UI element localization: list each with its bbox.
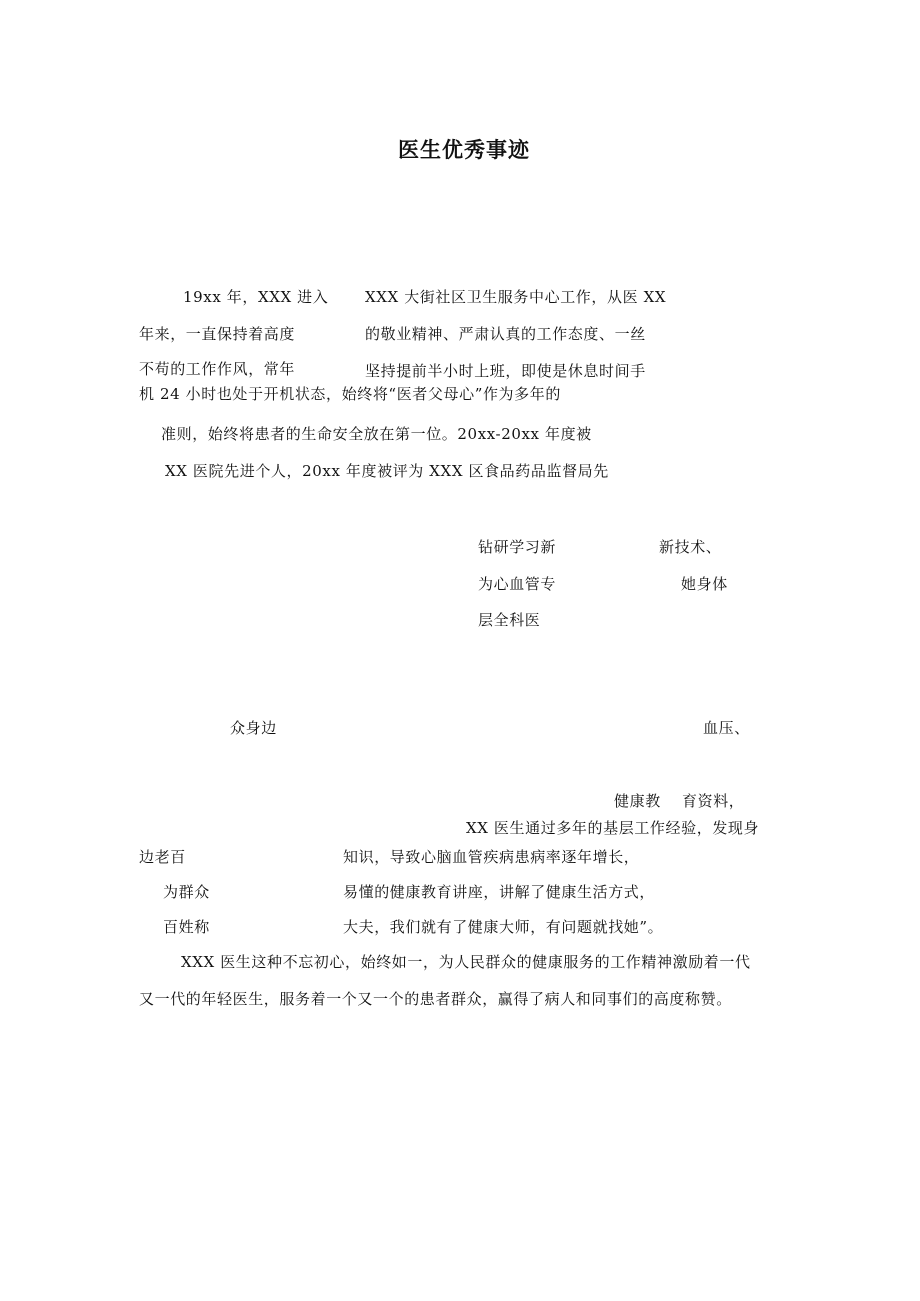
text-line: 大夫，我们就有了健康大师，有问题就找她”。 bbox=[343, 918, 664, 936]
text-line: XXX 大街社区卫生服务中心工作，从医 XX bbox=[365, 288, 667, 306]
text-line: 机 24 小时也处于开机状态，始终将“医者父母心”作为多年的 bbox=[139, 385, 561, 403]
text-line: 易懂的健康教育讲座，讲解了健康生活方式， bbox=[343, 883, 656, 901]
text-line: 又一代的年轻医生，服务着一个又一个的患者群众，赢得了病人和同事们的高度称赞。 bbox=[139, 990, 732, 1008]
text-line: 众身边 bbox=[230, 719, 277, 737]
text-line: 的敬业精神、严肃认真的工作态度、一丝 bbox=[365, 325, 646, 343]
text-line: 为心血管专 bbox=[478, 575, 557, 593]
text-line: 边老百 bbox=[139, 848, 186, 866]
text-line: 血压、 bbox=[703, 719, 750, 737]
text-line: 不苟的工作作风，常年 bbox=[139, 360, 296, 378]
text-line: 层全科医 bbox=[478, 611, 541, 629]
text-line: 年来，一直保持着高度 bbox=[139, 325, 296, 343]
text-line: 育资料， bbox=[682, 792, 745, 810]
text-line: 知识，导致心脑血管疾病患病率逐年增长， bbox=[343, 848, 640, 866]
text-line: 坚持提前半小时上班，即使是休息时间手 bbox=[365, 362, 646, 380]
text-line: 为群众 bbox=[163, 883, 210, 901]
document-title: 医生优秀事迹 bbox=[398, 138, 530, 162]
text-line: 健康教 bbox=[614, 792, 661, 810]
text-line: 百姓称 bbox=[163, 918, 210, 936]
text-line: 她身体 bbox=[681, 575, 728, 593]
text-line: 新技术、 bbox=[659, 538, 722, 556]
text-line: XXX 医生这种不忘初心，始终如一，为人民群众的健康服务的工作精神激励着一代 bbox=[181, 953, 751, 971]
text-line: 19xx 年，XXX 进入 bbox=[183, 288, 329, 306]
text-line: XX 医生通过多年的基层工作经验，发现身 bbox=[466, 819, 760, 837]
text-line: 钻研学习新 bbox=[478, 538, 557, 556]
text-line: 准则，始终将患者的生命安全放在第一位。20xx-20xx 年度被 bbox=[161, 425, 592, 443]
text-line: XX 医院先进个人，20xx 年度被评为 XXX 区食品药品监督局先 bbox=[165, 462, 609, 480]
